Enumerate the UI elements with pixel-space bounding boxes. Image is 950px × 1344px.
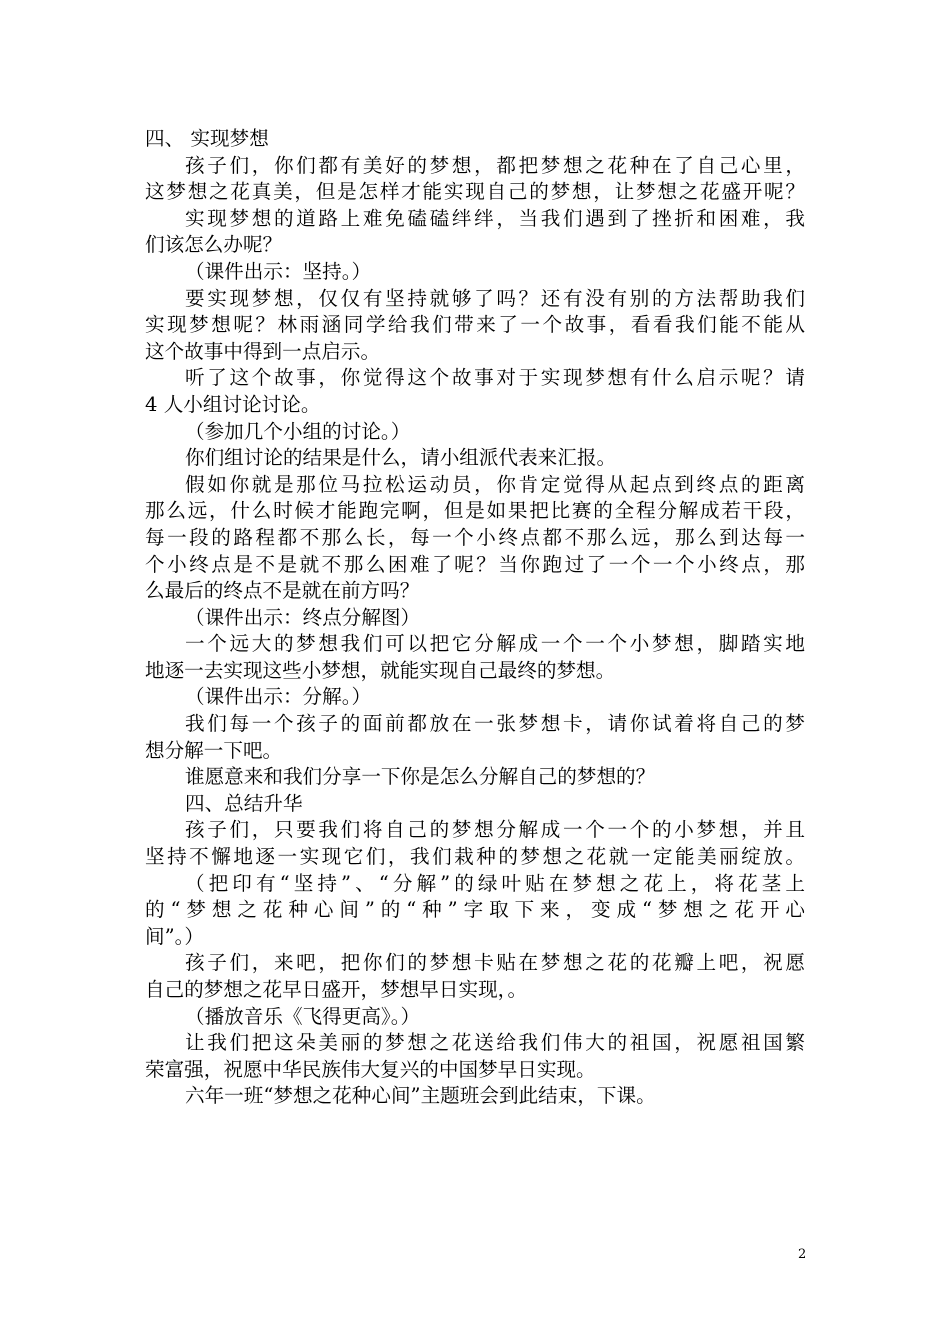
paragraph-line: 孩子们，只要我们将自己的梦想分解成一个一个的小梦想，并且 (185, 818, 805, 842)
paragraph-line: 间”。） (145, 924, 204, 948)
paragraph-line: 地逐一去实现这些小梦想，就能实现自己最终的梦想。 (145, 658, 616, 682)
paragraph-line: 个小终点是不是就不那么困难了呢？当你跑过了一个一个小终点，那 (145, 552, 805, 576)
paragraph-line: 让我们把这朵美丽的梦想之花送给我们伟大的祖国，祝愿祖国繁 (185, 1031, 805, 1055)
paragraph-line: 实现梦想的道路上难免磕磕绊绊，当我们遇到了挫折和困难，我 (185, 206, 805, 230)
paragraph-line: 要实现梦想，仅仅有坚持就够了吗？还有没有别的方法帮助我们 (185, 286, 805, 310)
paragraph-line: （参加几个小组的讨论。） (185, 419, 411, 443)
paragraph-line: 孩子们，你们都有美好的梦想，都把梦想之花种在了自己心里， (185, 153, 805, 177)
paragraph-line: 孩子们，来吧，把你们的梦想卡贴在梦想之花的花瓣上吧，祝愿 (185, 951, 805, 975)
paragraph-line: 实现梦想呢？林雨涵同学给我们带来了一个故事，看看我们能不能从 (145, 313, 805, 337)
paragraph-line: 想分解一下吧。 (145, 738, 283, 762)
paragraph-line: 听了这个故事，你觉得这个故事对于实现梦想有什么启示呢？请 (185, 366, 805, 390)
section-heading: 四、 实现梦想 (145, 127, 269, 150)
paragraph-line: （课件出示：终点分解图） (185, 605, 421, 629)
paragraph-line: 这个故事中得到一点启示。 (145, 339, 381, 363)
paragraph-line: 这梦想之花真美，但是怎样才能实现自己的梦想，让梦想之花盛开呢？ (145, 180, 805, 204)
page-number: 2 (798, 1247, 807, 1262)
paragraph-line: 自己的梦想之花早日盛开，梦想早日实现，。 (145, 978, 528, 1001)
section-heading: 四、总结升华 (185, 791, 303, 815)
paragraph-line: 假如你就是那位马拉松运动员，你肯定觉得从起点到终点的距离 (185, 472, 805, 496)
paragraph-line: 荣富强，祝愿中华民族伟大复兴的中国梦早日实现。 (145, 1057, 596, 1081)
paragraph-line: （把印有“坚持”、“分解”的绿叶贴在梦想之花上，将花茎上 (185, 871, 805, 895)
paragraph-line: （播放音乐《飞得更高》。） (185, 1004, 421, 1028)
paragraph-line: 你们组讨论的结果是什么，请小组派代表来汇报。 (185, 446, 617, 470)
paragraph-line: 每一段的路程都不那么长，每一个小终点都不那么远，那么到达每一 (145, 525, 805, 549)
paragraph-line: 的“梦想之花种心间”的“种”字取下来，变成“梦想之花开心 (145, 898, 805, 922)
document-body (145, 126, 805, 1110)
paragraph-line: 坚持不懈地逐一实现它们，我们栽种的梦想之花就一定能美丽绽放。 (145, 845, 805, 869)
paragraph-line: 们该怎么办呢？ (145, 233, 283, 257)
paragraph-line: 我们每一个孩子的面前都放在一张梦想卡，请你试着将自己的梦 (185, 712, 805, 736)
paragraph-line: （课件出示：分解。） (185, 685, 372, 709)
paragraph-line: 那么远，什么时候才能跑完啊，但是如果把比赛的全程分解成若干段， (145, 499, 805, 523)
paragraph-line: 谁愿意来和我们分享一下你是怎么分解自己的梦想的？ (185, 765, 656, 789)
paragraph-line: 么最后的终点不是就在前方吗？ (145, 579, 420, 603)
paragraph-line: 六年一班“梦想之花种心间”主题班会到此结束，下课。 (185, 1084, 656, 1108)
paragraph-line: 4 人小组讨论讨论。 (145, 392, 321, 416)
paragraph-line: 一个远大的梦想我们可以把它分解成一个一个小梦想，脚踏实地 (185, 632, 805, 656)
paragraph-line: （课件出示：坚持。） (185, 259, 372, 283)
